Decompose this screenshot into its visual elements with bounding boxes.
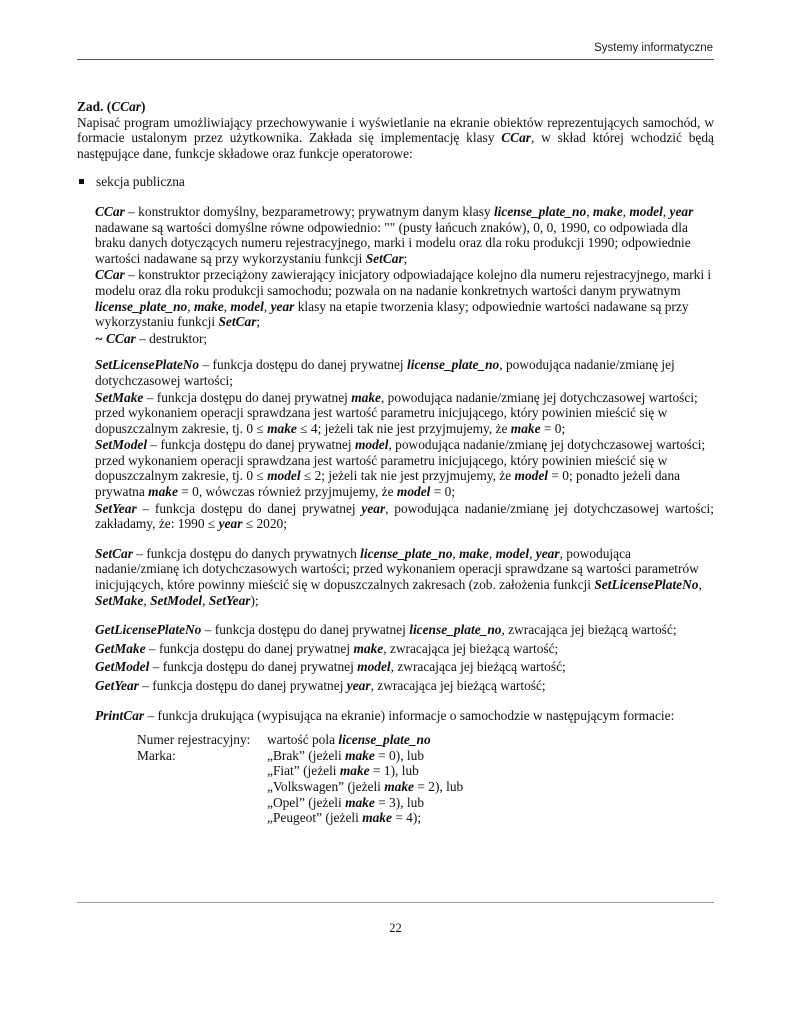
footer-divider: [77, 902, 714, 903]
ccar-overloaded-constructor: CCar – konstruktor przeciążony zawierający inicjatory odpowiadające kolejno dla numeru rejestracyjnego, marki i modelu oraz dla roku produkcji samochodu; pozwala on na nadanie konkretnych wartości danym prywatnym license_plate_no, make, model, year klasy na etapie tworzenia klasy; odpowiednie wartości nadawane są przy wykorzystaniu funkcji SetCar;: [95, 267, 712, 330]
document-body: [77, 99, 714, 826]
get-license-plate-no: GetLicensePlateNo – funkcja dostępu do danej prywatnej license_plate_no, zwracająca jej bieżącą wartość;: [95, 622, 677, 638]
set-license-plate-no: SetLicensePlateNo – funkcja dostępu do danej prywatnej license_plate_no, powodująca nadanie/zmianę jej dotychczasowej wartości;: [95, 357, 675, 388]
make-option: „Volkswagen” (jeżeli make = 2), lub: [267, 778, 464, 794]
print-format-block: [137, 732, 714, 826]
plate-value: wartość pola license_plate_no: [267, 732, 431, 748]
bullet-icon: [79, 179, 84, 184]
get-model: GetModel – funkcja dostępu do danej prywatnej model, zwracająca jej bieżącą wartość;: [95, 659, 566, 675]
format-row-plate: [137, 732, 714, 748]
format-row-make: [137, 748, 714, 826]
set-model: SetModel – funkcja dostępu do danej prywatnej model, powodująca nadanie/zmianę jej dotychczasowej wartości; przed wykonaniem operacji sprawdzana jest wartość parametru inicjującego, który powinien mieścić się w dopuszczalnym zakresie, tj. 0 ≤ model ≤ 2; jeżeli tak nie jest przyjmujemy, że model = 0; ponadto jeżeli dana prywatna make = 0, wówczas również przyjmujemy, że model = 0;: [95, 437, 706, 500]
task-title: Zad. (CCar): [77, 99, 146, 114]
member-list: [95, 190, 714, 826]
header-divider: [77, 59, 714, 60]
make-option: „Peugeot” (jeżeli make = 4);: [267, 810, 422, 826]
get-make: GetMake – funkcja dostępu do danej prywatnej make, zwracająca jej bieżącą wartość;: [95, 640, 559, 656]
make-option: „Brak” (jeżeli make = 0), lub: [267, 747, 425, 763]
page-number: 22: [389, 921, 402, 935]
print-car: PrintCar – funkcja drukująca (wypisująca na ekranie) informacje o samochodzie w następującym formacie:: [95, 707, 675, 723]
set-make: SetMake – funkcja dostępu do danej prywatnej make, powodująca nadanie/zmianę jej dotychczasowej wartości; przed wykonaniem operacji sprawdzana jest wartość parametru inicjującego, który powinien mieścić się w dopuszczalnym zakresie, tj. 0 ≤ make ≤ 4; jeżeli tak nie jest przyjmujemy, że make = 0;: [95, 389, 698, 436]
make-label: Marka:: [137, 747, 176, 763]
public-section-bullet: [77, 174, 714, 190]
page-header: Systemy informatyczne: [594, 42, 713, 54]
bullet-text: sekcja publiczna: [96, 174, 185, 190]
make-option: „Fiat” (jeżeli make = 1), lub: [267, 763, 419, 779]
set-year: SetYear – funkcja dostępu do danej prywatnej year, powodująca nadanie/zmianę jej dotychczasowej wartości; zakładamy, że: 1990 ≤ year ≤ 2020;: [95, 500, 714, 532]
plate-label: Numer rejestracyjny:: [137, 732, 251, 748]
make-option: „Opel” (jeżeli make = 3), lub: [267, 794, 425, 810]
ccar-default-constructor: CCar – konstruktor domyślny, bezparametrowy; prywatnym danym klasy license_plate_no, make, model, year nadawane są wartości domyślne równe odpowiednio: "" (pusty łańcuch znaków), 0, 0, 1990, co odpowiada dla braku danych dotyczących numeru rejestracyjnego, marki i modelu oraz dla roku produkcji 1990; odpowiednie wartości nadawane są przy wykorzystaniu funkcji SetCar;: [95, 203, 694, 266]
get-year: GetYear – funkcja dostępu do danej prywatnej year, zwracająca jej bieżącą wartość;: [95, 678, 546, 693]
set-car: SetCar – funkcja dostępu do danych prywatnych license_plate_no, make, model, year, powodująca nadanie/zmianę ich dotychczasowych wartości; przed wykonaniem operacji sprawdzane są wartości parametrów inicjujących, które powinny mieścić się w dopuszczalnych zakresach (zob. założenia funkcji SetLicensePlateNo, SetMake, SetModel, SetYear);: [95, 545, 702, 608]
task-intro: Napisać program umożliwiający przechowywanie i wyświetlanie na ekranie obiektów reprezentujących samochód, w formacie ustalonym przez użytkownika. Zakłada się implementację klasy CCar, w skład której wchodzić będą następujące dane, funkcje składowe oraz funkcje operatorowe:: [77, 114, 714, 161]
make-values: [267, 748, 463, 826]
ccar-destructor: ~ CCar – destruktor;: [95, 330, 208, 346]
